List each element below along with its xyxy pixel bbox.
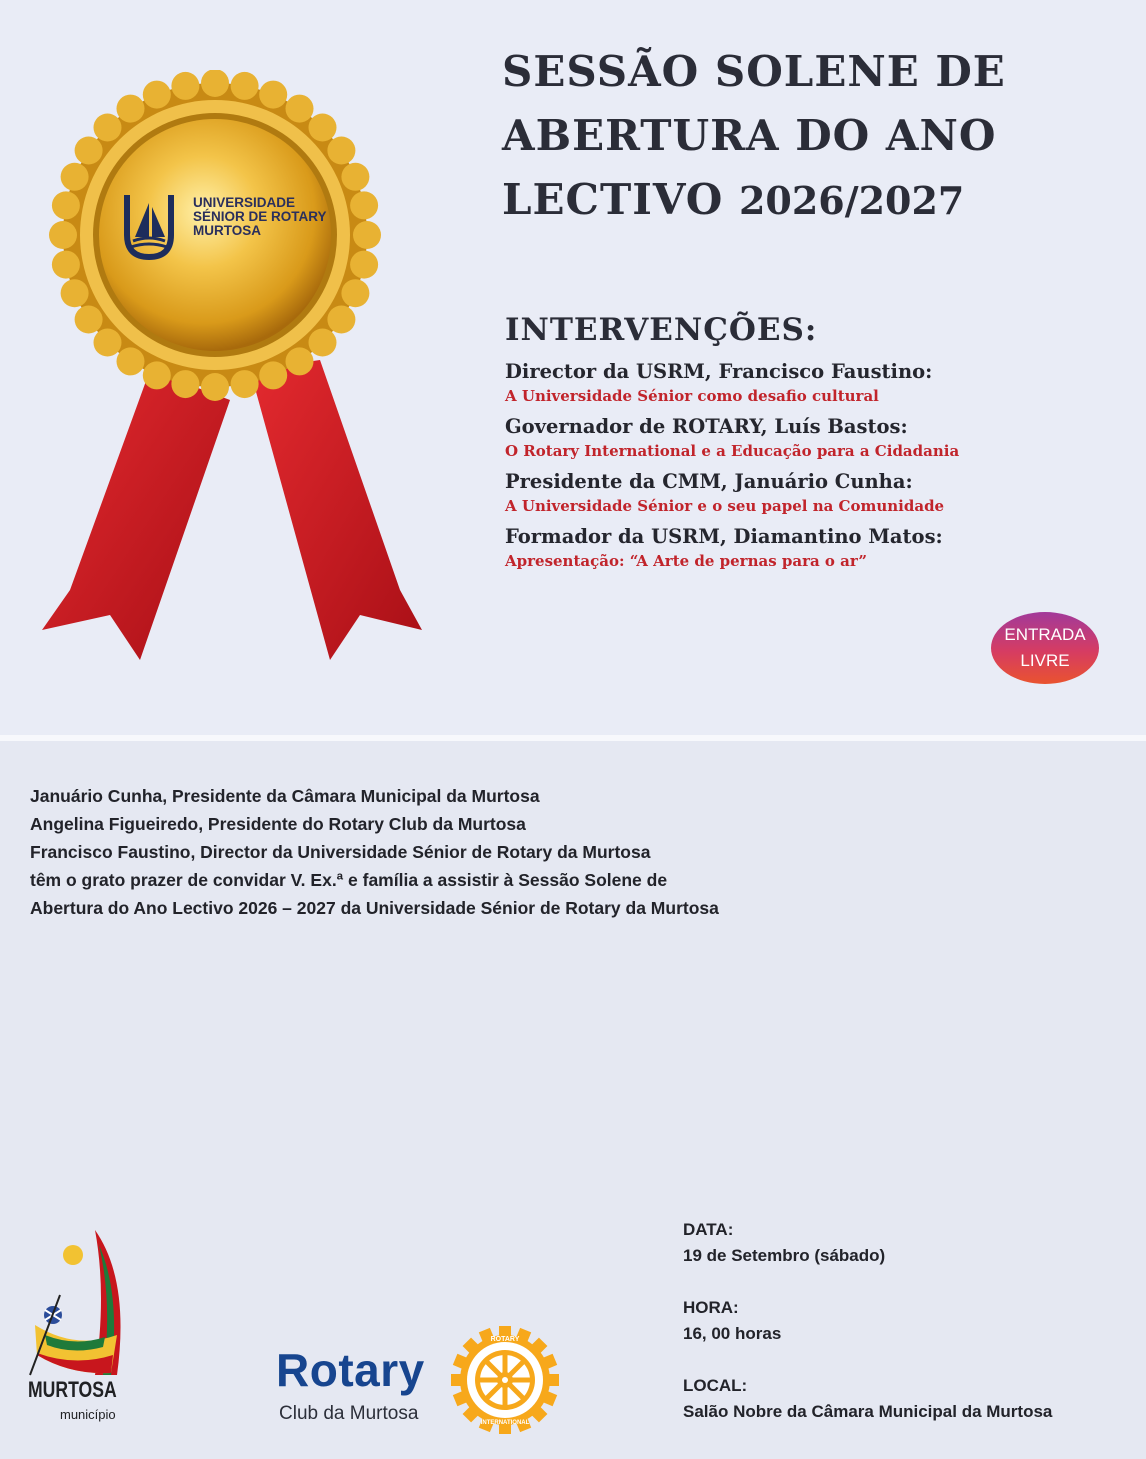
badge-line-1: ENTRADA — [1004, 625, 1086, 644]
speaker-topic: O Rotary International e a Educação para a Cidadania — [505, 442, 960, 460]
speaker-item — [505, 468, 1105, 517]
murtosa-logo-name: MURTOSA — [28, 1377, 117, 1402]
date-label: DATA: — [683, 1220, 734, 1239]
speaker-name: Formador da USRM, Diamantino Matos: — [505, 525, 943, 548]
place-value: Salão Nobre da Câmara Municipal da Murtosa — [683, 1402, 1053, 1421]
badge-line-2: LIVRE — [1020, 651, 1070, 670]
speaker-item — [505, 358, 1105, 407]
invitation-line: Francisco Faustino, Director da Universidade Sénior de Rotary da Murtosa — [30, 842, 651, 862]
speaker-name: Director da USRM, Francisco Faustino: — [505, 360, 933, 383]
logo-line: SÉNIOR DE ROTARY — [193, 209, 327, 224]
invitation-line: Abertura do Ano Lectivo 2026 – 2027 da Universidade Sénior de Rotary da Murtosa — [30, 898, 719, 918]
event-details — [683, 1217, 1052, 1451]
invitation-line: têm o grato prazer de convidar V. Ex.ª e família a assistir à Sessão Solene de — [30, 870, 668, 890]
medal-ribbon-icon — [30, 70, 450, 670]
time-value: 16, 00 horas — [683, 1324, 782, 1343]
date-value: 19 de Setembro (sábado) — [683, 1246, 886, 1265]
speaker-name: Presidente da CMM, Januário Cunha: — [505, 470, 913, 493]
invitation-line: Januário Cunha, Presidente da Câmara Municipal da Murtosa — [30, 786, 540, 806]
title-year: 2026/2027 — [738, 178, 965, 223]
speaker-list — [505, 358, 1105, 578]
invitation-line: Angelina Figueiredo, Presidente do Rotary Club da Murtosa — [30, 814, 526, 834]
rotary-logo-sub: Club da Murtosa — [279, 1403, 419, 1424]
title-line-1: SESSÃO SOLENE DE — [502, 47, 1006, 96]
speaker-item — [505, 413, 1105, 462]
title-line-3 — [502, 168, 1122, 233]
place-label: LOCAL: — [683, 1376, 748, 1395]
logo-line: UNIVERSIDADE — [193, 195, 296, 210]
speaker-topic: Apresentação: “A Arte de pernas para o ar” — [505, 552, 867, 570]
murtosa-logo-sub: município — [60, 1407, 116, 1422]
speaker-name: Governador de ROTARY, Luís Bastos: — [505, 415, 908, 438]
page-title — [502, 40, 1122, 233]
interventions-heading: INTERVENÇÕES: — [505, 312, 818, 348]
rotary-wheel-icon — [451, 1326, 559, 1434]
speaker-topic: A Universidade Sénior e o seu papel na Comunidade — [505, 497, 945, 515]
invitation-text — [30, 782, 719, 922]
title-line-2: ABERTURA DO ANO — [502, 111, 997, 160]
speaker-item — [505, 523, 1105, 572]
logo-line: MURTOSA — [193, 223, 262, 238]
murtosa-boat-logo-icon — [25, 1225, 135, 1380]
rotary-wheel-bottom-text: INTERNATIONAL — [480, 1420, 530, 1426]
usrm-logo-text — [193, 196, 327, 238]
rotary-wheel-top-text: ROTARY — [490, 1336, 520, 1343]
rotary-logo-name: Rotary — [276, 1344, 425, 1396]
speaker-topic: A Universidade Sénior como desafio cultural — [505, 387, 879, 405]
title-word: LECTIVO — [502, 175, 724, 224]
free-entry-badge — [991, 612, 1099, 684]
time-label: HORA: — [683, 1298, 739, 1317]
